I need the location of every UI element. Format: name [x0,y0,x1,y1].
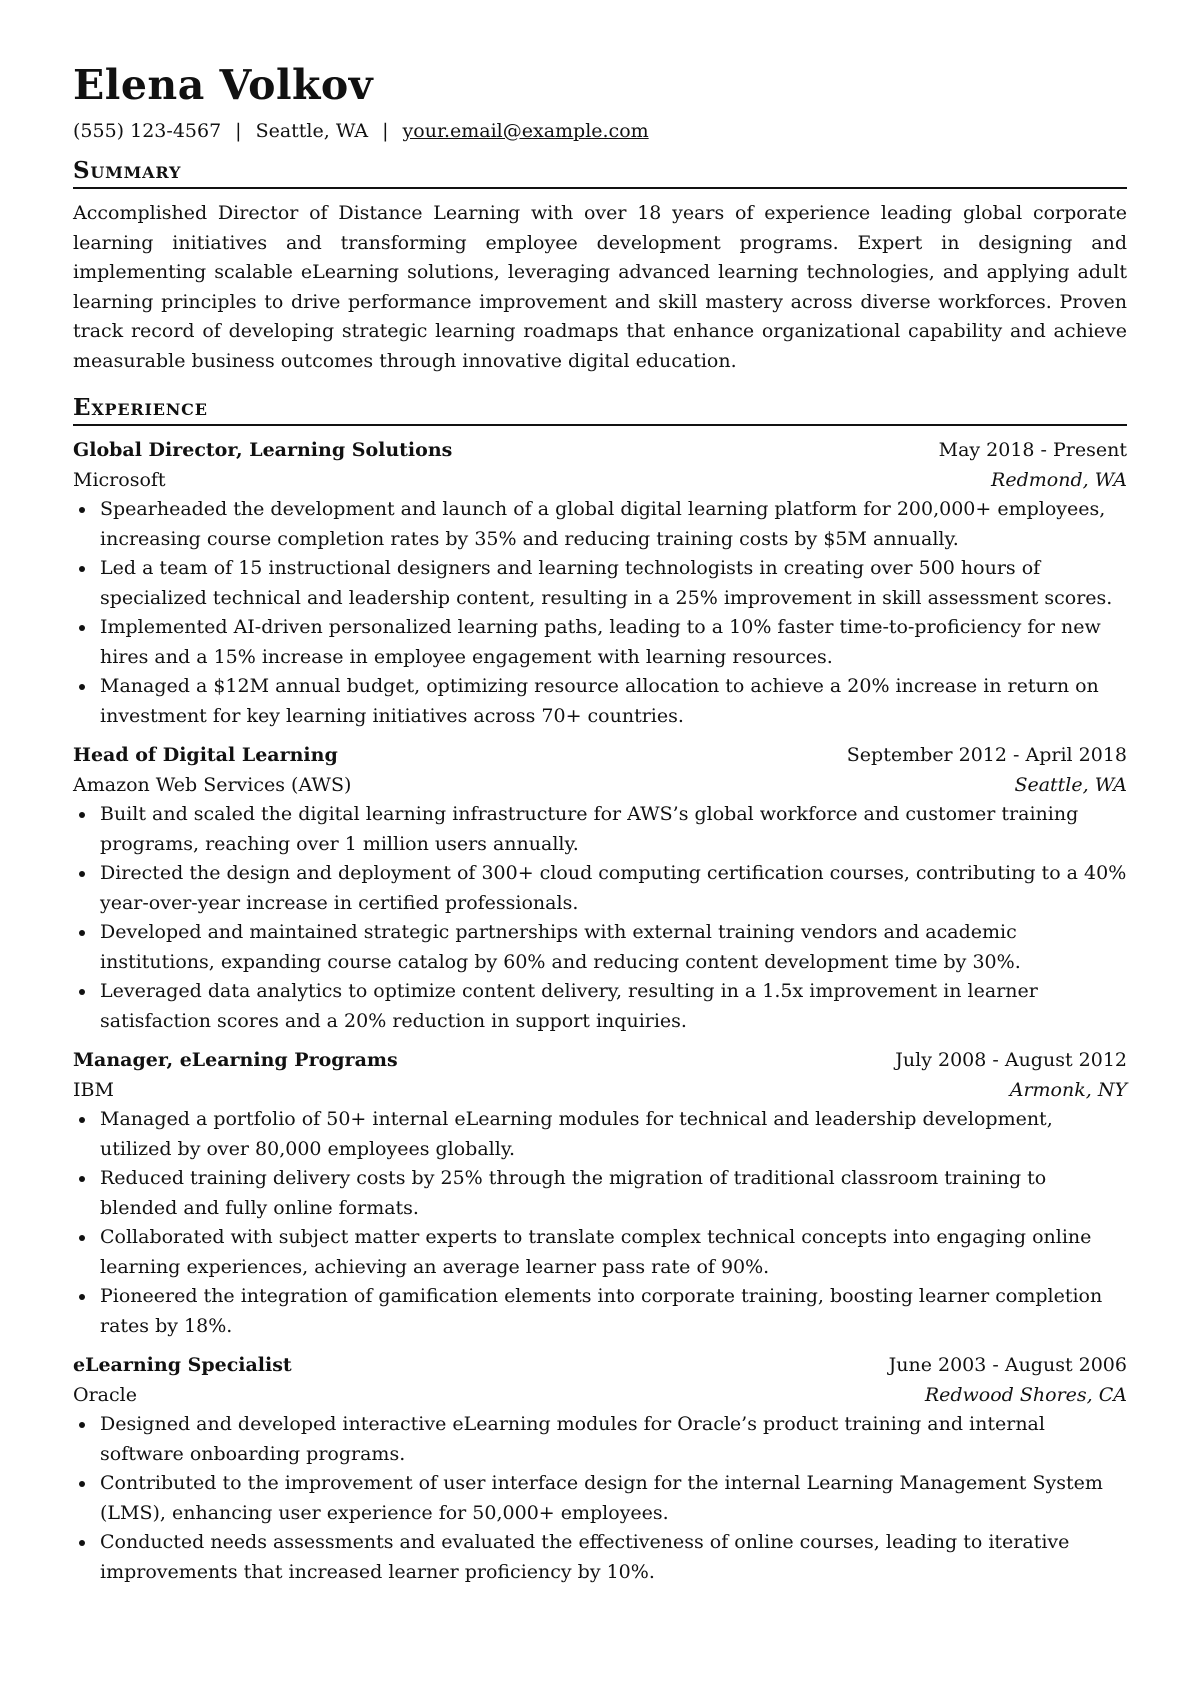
job-bullet [73,1223,1127,1282]
bullet-dot-icon [79,1176,85,1182]
bullet-dot-icon [79,989,85,995]
bullet-text: Contributed to the improvement of user interface design for the internal Learning Management System (LMS), enhancing user experience for 50,000+ employees. [100,1472,1103,1524]
bullet-text: Led a team of 15 instructional designers and learning technologists in creating over 500 hours of specialized technical and leadership content, resulting in a 25% improvement in skill assessment scores. [100,557,1113,609]
experience-heading: Experience [73,394,1127,426]
job-bullet [73,1282,1127,1341]
bullet-text: Designed and developed interactive eLearning modules for Oracle’s product training and internal software onboarding programs. [100,1413,1045,1465]
bullet-dot-icon [79,1294,85,1300]
bullet-dot-icon [79,930,85,936]
bullet-text: Pioneered the integration of gamification elements into corporate training, boosting learner completion rates by 18%. [100,1285,1103,1337]
bullet-text: Conducted needs assessments and evaluated the effectiveness of online courses, leading to iterative improvements that increased learner proficiency by 10%. [100,1531,1070,1583]
bullet-dot-icon [79,507,85,513]
job-bullet [73,495,1127,554]
job-company-row [73,771,1127,801]
job-title: eLearning Specialist [73,1354,292,1376]
job-bullet-list [73,1105,1127,1341]
bullet-text: Developed and maintained strategic partnerships with external training vendors and academic institutions, expanding course catalog by 60% and reducing content development time by 30%. [100,921,1021,973]
location-text: Seattle, WA [255,120,369,142]
resume-page [73,60,1127,1587]
job-bullet-list [73,800,1127,1036]
job-bullet [73,672,1127,731]
bullet-text: Managed a $12M annual budget, optimizing resource allocation to achieve a 20% increase in return on investment for key learning initiatives across 70+ countries. [100,675,1099,727]
job-bullet [73,613,1127,672]
bullet-dot-icon [79,871,85,877]
company-name: Amazon Web Services (AWS) [73,773,352,796]
job-location: Redwood Shores, CA [924,1383,1127,1406]
job-bullet [73,1410,1127,1469]
candidate-name: Elena Volkov [73,61,374,109]
job-location: Redmond, WA [991,468,1127,491]
job-header-row [73,741,1127,771]
bullet-dot-icon [79,812,85,818]
bullet-text: Leveraged data analytics to optimize content delivery, resulting in a 1.5x improvement in learner satisfaction scores and a 20% reduction in support inquiries. [100,980,1038,1032]
bullet-dot-icon [79,1117,85,1123]
job-dates: July 2008 - August 2012 [895,1049,1127,1071]
job-location: Armonk, NY [1009,1078,1127,1101]
bullet-text: Spearheaded the development and launch of a global digital learning platform for 200,000+ employees, increasing course completion rates by 35% and reducing training costs by $5M annually. [100,498,1106,550]
job-bullet-list [73,495,1127,731]
job-entry [73,1046,1127,1341]
company-name: Microsoft [73,468,166,491]
bullet-dot-icon [79,684,85,690]
bullet-dot-icon [79,1235,85,1241]
phone-number: (555) 123-4567 [73,120,222,142]
bullet-text: Implemented AI-driven personalized learning paths, leading to a 10% faster time-to-proficiency for new hires and a 15% increase in employee engagement with learning resources. [100,616,1101,668]
job-company-row [73,1076,1127,1106]
job-company-row [73,466,1127,496]
job-bullet [73,1105,1127,1164]
job-title: Manager, eLearning Programs [73,1049,398,1071]
job-header-row [73,1351,1127,1381]
job-bullet [73,977,1127,1036]
contact-separator: | [382,120,389,142]
bullet-text: Managed a portfolio of 50+ internal eLearning modules for technical and leadership development, utilized by over 80,000 employees globally. [100,1108,1053,1160]
job-dates: September 2012 - April 2018 [846,744,1127,766]
contact-line [73,118,1127,144]
bullet-dot-icon [79,625,85,631]
job-bullet [73,800,1127,859]
summary-text: Accomplished Director of Distance Learning with over 18 years of experience leading global corporate learning initiatives and transforming employee development programs. Expert in designing and implementing scalable eLearning solutions, leveraging advanced learning technologies, and applying adult learning principles to drive performance improvement and skill mastery across diverse workforces. Proven track record of developing strategic learning roadmaps that enhance organizational capability and achieve measurable business outcomes through innovative digital education. [73,202,1127,372]
job-bullet [73,1164,1127,1223]
job-entry [73,741,1127,1036]
bullet-text: Reduced training delivery costs by 25% through the migration of traditional classroom training to blended and fully online formats. [100,1167,1047,1219]
job-company-row [73,1381,1127,1411]
job-header-row [73,1046,1127,1076]
job-title: Global Director, Learning Solutions [73,439,453,461]
bullet-dot-icon [79,1481,85,1487]
job-location: Seattle, WA [1014,773,1127,796]
job-bullet [73,1528,1127,1587]
summary-heading: Summary [73,157,1127,189]
company-name: IBM [73,1078,114,1101]
job-title: Head of Digital Learning [73,744,338,766]
bullet-dot-icon [79,566,85,572]
job-dates: June 2003 - August 2006 [888,1354,1127,1376]
job-entry [73,436,1127,731]
job-bullet [73,918,1127,977]
job-bullet [73,859,1127,918]
company-name: Oracle [73,1383,137,1406]
email-link[interactable]: your.email@example.com [402,120,649,142]
job-bullet [73,1469,1127,1528]
bullet-dot-icon [79,1540,85,1546]
experience-list [73,436,1127,1587]
job-header-row [73,436,1127,466]
job-bullet [73,554,1127,613]
job-dates: May 2018 - Present [938,439,1127,461]
bullet-dot-icon [79,1422,85,1428]
contact-separator: | [235,120,242,142]
bullet-text: Directed the design and deployment of 300+ cloud computing certification courses, contributing to a 40% year-over-year increase in certified professionals. [100,862,1127,914]
bullet-text: Collaborated with subject matter experts to translate complex technical concepts into engaging online learning experiences, achieving an average learner pass rate of 90%. [100,1226,1092,1278]
job-entry [73,1351,1127,1587]
bullet-text: Built and scaled the digital learning infrastructure for AWS’s global workforce and customer training programs, reaching over 1 million users annually. [100,803,1079,855]
job-bullet-list [73,1410,1127,1587]
